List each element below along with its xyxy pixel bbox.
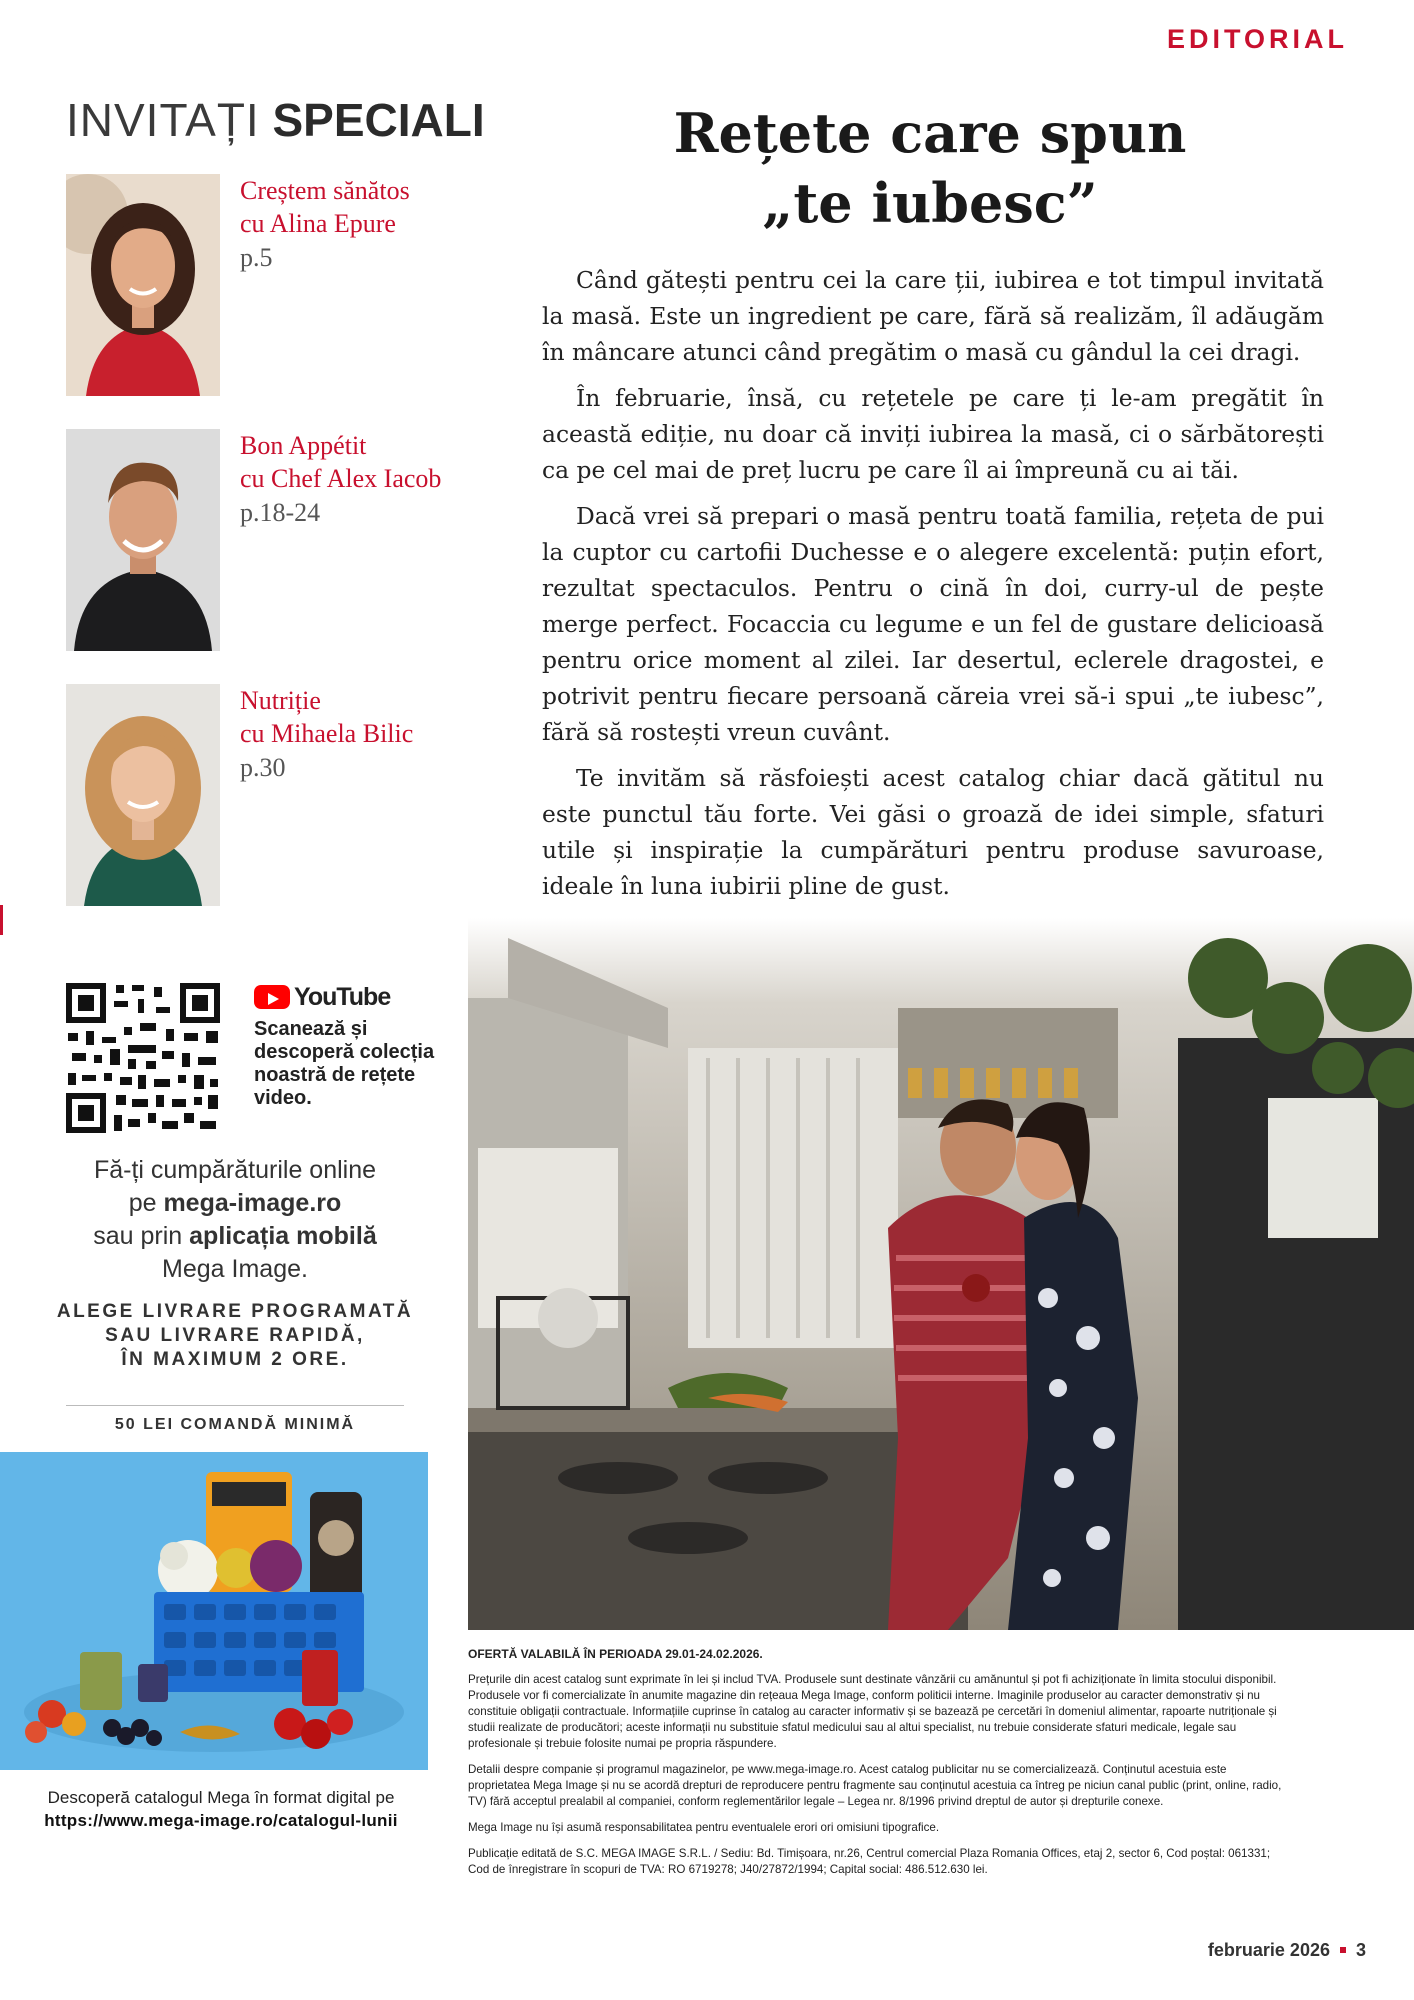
shop-line3-prefix: sau prin: [93, 1222, 190, 1250]
legal-paragraph: Prețurile din acest catalog sunt exprimate în lei și includ TVA. Produsele sunt destinate vânzării cu amănuntul și pot fi achiziționate în limita stocului disponibil. Produsele vor fi comercializate în anumite magazine din rețeaua Mega Image, conform politicii interne. Imaginile produselor au caracter demonstrativ și nu constituie obligații contractuale. Informațiile cuprinse în catalog au caracter informativ și se bazează pe cercetări în domeniul alimentar, rapoarte nutriționale și studii realizate de producători; aceste informații nu substituie sfatul medicului sau al altui specialist, nu trebuie considerate sfaturi medicale, legale sau profesionale și trebuie folosite numai pe propria răspundere.: [468, 1673, 1277, 1750]
guest-page-ref: p.30: [240, 753, 286, 782]
guest-name-line1: Bon Appétit: [240, 431, 367, 460]
article-title-line1: Rețete care spun: [673, 101, 1187, 165]
qr-code[interactable]: [66, 983, 220, 1133]
article-paragraph: Dacă vrei să prepari o masă pentru toată familia, rețeta de pui la cuptor cu cartofii Duchesse e o alegere excelentă: puțin efort, rezultat spectaculos. Pentru o cină în doi, curry-ul de pește merge perfect. Focaccia cu legume e un fel de gustare delicioasă pentru orice moment al zilei. Iar desertul, eclerele dragostei, e potrivit pentru fiecare persoană căreia vrei să-i spui „te iubesc”, fără să rostești vreun cuvânt.: [542, 502, 1324, 746]
guests-title-light: INVITAȚI: [66, 94, 260, 146]
article-paragraph: Când gătești pentru cei la care ții, iubirea e tot timpul invitată la masă. Este un ingredient pe care, fără să realizăm, îl adăugăm în mâncare atunci când pregătim o masă cu gândul la cei dragi.: [542, 266, 1324, 366]
guest-info: [240, 429, 470, 531]
delivery-info: [40, 1300, 430, 1372]
article-title-line2: „te iubesc”: [762, 171, 1098, 235]
guest-name-line2: cu Chef Alex Iacob: [240, 464, 442, 493]
article-title: [540, 98, 1320, 238]
margin-marker: [0, 905, 3, 935]
divider: [66, 1405, 404, 1406]
youtube-cta: Scanează și descoperă colecția noastră de rețete video.: [254, 1018, 435, 1109]
legal-paragraph: Detalii despre companie și programul magazinelor, pe www.mega-image.ro. Acest catalog publicitar nu se comercializează. Conținutul acestuia este proprietatea Mega Image și nu se acordă drepturi de reproducere pentru fragmente sau conținutul acestuia ca întreg pe niciun canal public (print, online, radio, TV) fără acceptul prealabil al companiei, conform reglementărilor legale – Legea nr. 8/1996 privind dreptul de autor și drepturile conexe.: [468, 1763, 1282, 1808]
page-number: 3: [1355, 1940, 1366, 1960]
catalog-note: Descoperă catalogul Mega în format digital pe: [47, 1788, 395, 1807]
page-footer: [1208, 1940, 1366, 1961]
footer-month: februarie 2026: [1207, 1940, 1330, 1960]
guest-page-ref: p.5: [240, 243, 273, 272]
grocery-crate-image: [0, 1452, 428, 1770]
delivery-line3: ÎN MAXIMUM 2 ORE.: [121, 1349, 349, 1370]
guest-name-line2: cu Mihaela Bilic: [240, 719, 414, 748]
shop-website-link[interactable]: mega-image.ro: [163, 1189, 342, 1217]
legal-paragraph: Publicație editată de S.C. MEGA IMAGE S.R.L. / Sediu: Bd. Timișoara, nr.26, Centrul comercial Plaza Romania Offices, etaj 2, sector 6, Cod poștal: 061331; Cod de înregistrare în scopuri de TVA: RO 6719278; J40/27872/1994; Capital social: 486.512.630 lei.: [468, 1847, 1271, 1876]
guests-title-bold: SPECIALI: [272, 94, 485, 146]
shop-online-info: [40, 1154, 430, 1286]
guests-title: [66, 92, 485, 148]
shop-line4: Mega Image.: [162, 1255, 308, 1283]
catalog-url-link[interactable]: https://www.mega-image.ro/catalogul-lunii: [44, 1811, 398, 1830]
article-paragraph: În februarie, însă, cu rețetele pe care ți le-am pregătit în această ediție, nu doar că inviți iubirea la masă, ci o sărbătorești ca pe cel mai de preț lucru pe care îl ai împreună cu ai tăi.: [542, 384, 1324, 484]
guest-info: [240, 174, 470, 276]
guest-page-ref: p.18-24: [240, 498, 321, 527]
footer-separator-icon: [1340, 1947, 1346, 1953]
guest-photo-alex-iacob: [66, 429, 220, 651]
min-order: 50 LEI COMANDĂ MINIMĂ: [114, 1416, 356, 1433]
legal-paragraph: Mega Image nu își asumă responsabilitatea pentru eventualele erori ori omisiuni tipografice.: [468, 1821, 940, 1834]
offer-validity: OFERTĂ VALABILĂ ÎN PERIOADA 29.01-24.02.2026.: [468, 1647, 763, 1661]
shop-line2: [40, 1187, 430, 1220]
guest-alina-epure[interactable]: [66, 174, 466, 396]
guest-mihaela-bilic[interactable]: [66, 684, 466, 906]
legal-disclaimer: [468, 1646, 1288, 1888]
shop-line2-prefix: pe: [128, 1189, 164, 1217]
guest-info: [240, 684, 470, 786]
delivery-line2: SAU LIVRARE RAPIDĂ,: [105, 1325, 365, 1346]
youtube-wordmark: YouTube: [294, 983, 391, 1011]
guest-photo-mihaela-bilic: [66, 684, 220, 906]
delivery-line1: ALEGE LIVRARE PROGRAMATĂ: [56, 1301, 414, 1322]
youtube-logo-icon: [254, 985, 290, 1009]
guest-photo-alina-epure: [66, 174, 220, 396]
guest-name-line1: Creștem sănătos: [240, 176, 410, 205]
article-paragraph: Te invităm să răsfoiești acest catalog chiar dacă gătitul nu este punctul tău forte. Vei găsi o groază de idei simple, sfaturi utile și inspirație la cumpărături pentru produse savuroase, ideale în luna iubirii pline de gust.: [542, 764, 1324, 900]
article-body: [542, 262, 1324, 914]
guest-name-line1: Nutriție: [240, 686, 321, 715]
guest-alex-iacob[interactable]: [66, 429, 466, 651]
shop-line3: [40, 1220, 430, 1253]
guest-name-line2: cu Alina Epure: [240, 209, 396, 238]
shop-app-link[interactable]: aplicația mobilă: [189, 1222, 377, 1250]
section-tag: EDITORIAL: [1166, 24, 1348, 54]
youtube-badge[interactable]: [254, 983, 424, 1013]
kitchen-couple-photo: [468, 918, 1414, 1630]
shop-line1: Fă-ți cumpărăturile online: [93, 1156, 377, 1184]
